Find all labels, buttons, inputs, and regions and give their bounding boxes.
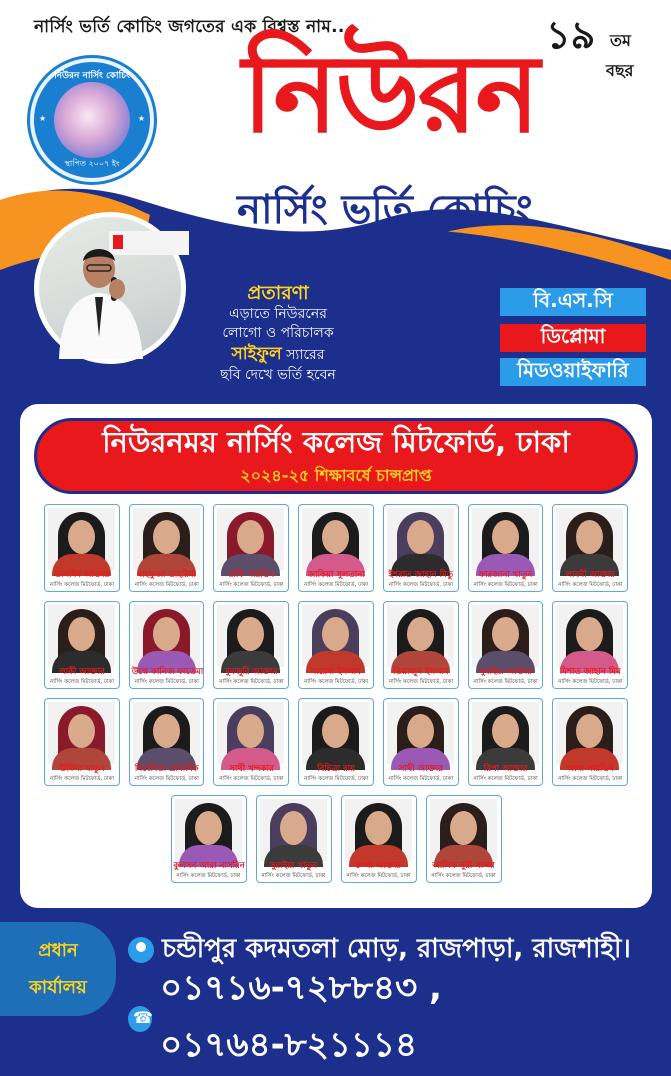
student-name: লাবনী আক্তার <box>565 570 615 580</box>
student-college: নার্সিং কলেজ মিটফোর্ড, ঢাকা <box>388 776 453 782</box>
student-card <box>552 504 628 592</box>
student-card <box>552 601 628 689</box>
student-photo <box>302 605 369 667</box>
student-photo <box>48 508 115 570</box>
head-office-badge <box>0 922 116 1016</box>
student-card <box>298 504 374 592</box>
student-college: নার্সিং কলেজ মিটফোর্ড, ঢাকা <box>558 776 623 782</box>
student-college: নার্সিং কলেজ মিটফোর্ড, ঢাকা <box>304 582 369 588</box>
student-card <box>129 698 205 786</box>
student-photo <box>48 605 115 667</box>
student-card <box>171 795 247 883</box>
student-college: নার্সিং কলেজ মিটফোর্ড, ঢাকা <box>558 679 623 685</box>
student-college: নার্সিং কলেজ মিটফোর্ড, ঢাকা <box>49 582 115 588</box>
course-bsc: বি.এস.সি <box>500 288 646 316</box>
student-name: উম্মে কানিজ ফাতেমা <box>131 667 204 677</box>
student-name: মুনজুরি আক্তার <box>225 667 278 677</box>
years-unit: তম <box>610 31 631 50</box>
college-session: ২০২৪-২৫ শিক্ষাবর্ষে চান্সপ্রাপ্ত <box>240 465 432 485</box>
office-label-2: কার্যালয় <box>29 977 87 998</box>
student-row <box>44 698 628 786</box>
notice-line-2: লোগো ও পরিচালক <box>222 324 334 341</box>
student-name: আলিফ নুরী সাজ্জা <box>432 861 495 871</box>
student-college: নার্সিং কলেজ মিটফোর্ড, ঢাকা <box>49 776 115 782</box>
student-name: উর্মিলা খাতুন <box>59 764 105 774</box>
student-name: কুলসন আরা নাসরিন <box>173 861 245 871</box>
student-photo <box>472 508 539 570</box>
student-card <box>44 504 120 592</box>
student-card <box>129 601 205 689</box>
student-name: সুরাইয়া খাতুন <box>269 861 318 871</box>
student-name: নিবেদিতা প্রামানিক <box>134 764 199 774</box>
student-photo <box>345 799 412 861</box>
student-card <box>426 795 502 883</box>
student-name: মিশাত জাহান মিম <box>559 667 621 677</box>
student-card <box>298 698 374 786</box>
years-number: ১৯ <box>546 13 596 57</box>
logo-established: স্থাপিত ২০০৭ ইং <box>64 159 120 168</box>
student-college: নার্সিং কলেজ মিটফোর্ড, ঢাকা <box>473 582 538 588</box>
student-photo <box>387 702 454 764</box>
student-card <box>468 504 544 592</box>
student-college: নার্সিং কলেজ মিটফোর্ড, ঢাকা <box>304 776 369 782</box>
student-college: নার্সিং কলেজ মিটফোর্ড, ঢাকা <box>176 873 241 879</box>
student-name: সাথী আক্তার <box>398 764 444 774</box>
student-grid <box>44 504 628 892</box>
student-photo <box>260 799 327 861</box>
student-college: নার্সিং কলেজ মিটফোর্ড, ঢাকা <box>346 873 411 879</box>
student-college: নার্সিং কলেজ মিটফোর্ড, ঢাকা <box>219 582 284 588</box>
student-name: মাহফুজা তাহরিমা <box>137 570 196 580</box>
student-name: জাকিয়া সুলতানা <box>307 570 365 580</box>
logo-stars: ★ ★ <box>39 114 145 123</box>
student-college: নার্সিং কলেজ মিটফোর্ড, ঢাকা <box>219 679 284 685</box>
fraud-notice <box>180 282 376 384</box>
student-college: নার্সিং কলেজ মিটফোর্ড, ঢাকা <box>558 582 623 588</box>
phone-line <box>128 962 671 1076</box>
director-photo <box>34 212 186 364</box>
student-name: রাফি পারভিন <box>228 570 275 580</box>
student-college: নার্সিং কলেজ মিটফোর্ড, ঢাকা <box>473 679 538 685</box>
notice-title: প্রতারণা <box>247 282 309 304</box>
student-name: সাথী খন্দকার <box>229 764 274 774</box>
student-photo <box>387 605 454 667</box>
location-pin-icon <box>128 937 154 963</box>
brand-logo <box>30 58 154 182</box>
student-name: লাকী আক্তার <box>59 667 105 677</box>
student-photo <box>217 702 284 764</box>
phone-icon <box>128 1006 152 1032</box>
logo-arc-text: নিউরন নার্সিং কোচিং <box>54 71 130 81</box>
tagline: নার্সিং ভর্তি কোচিং জগতের এক বিশ্বস্ত নাম.... <box>34 17 359 37</box>
student-card <box>256 795 332 883</box>
brand-title: নিউরন <box>242 31 538 157</box>
student-college: নার্সিং কলেজ মিটফোর্ড, ঢাকা <box>219 776 284 782</box>
college-banner <box>34 418 638 494</box>
notice-line-3 <box>180 343 376 366</box>
student-card <box>468 601 544 689</box>
student-name: আশা পারভিন <box>566 764 614 774</box>
course-diploma: ডিপ্লোমা <box>500 324 646 352</box>
years-word: বছর <box>606 61 634 80</box>
student-name: ইশরাত জাহান মিতু <box>388 570 454 580</box>
student-college: নার্সিং কলেজ মিটফোর্ড, ঢাকা <box>261 873 326 879</box>
student-card <box>129 504 205 592</box>
student-college: নার্সিং কলেজ মিটফোর্ড, ঢাকা <box>134 776 199 782</box>
address-text: চন্ডীপুর কদমতলা মোড়, রাজপাড়া, রাজশাহী। <box>162 934 631 964</box>
student-photo <box>133 508 200 570</box>
student-card <box>213 601 289 689</box>
student-card <box>213 698 289 786</box>
student-college: নার্সিং কলেজ মিটফোর্ড, ঢাকা <box>49 679 115 685</box>
student-photo <box>302 508 369 570</box>
student-card <box>552 698 628 786</box>
student-card <box>44 698 120 786</box>
student-name: সুমাইয়া আক্তার <box>479 667 533 677</box>
student-photo <box>387 508 454 570</box>
college-name: নিউরনময় নার্সিং কলেজ মিটফোর্ড, ঢাকা <box>102 425 570 459</box>
student-college: নার্সিং কলেজ মিটফোর্ড, ঢাকা <box>134 582 199 588</box>
student-college: নার্সিং কলেজ মিটফোর্ড, ঢাকা <box>473 776 538 782</box>
student-photo <box>48 702 115 764</box>
student-photo <box>556 605 623 667</box>
student-row <box>44 601 628 689</box>
student-card <box>341 795 417 883</box>
student-card <box>383 504 459 592</box>
director-figure <box>39 217 181 359</box>
student-photo <box>133 605 200 667</box>
student-photo <box>133 702 200 764</box>
student-card <box>298 601 374 689</box>
phone-text: ০১৭১৬-৭২৮৮৪৩ , ০১৭৬৪-৮২১১১৪ <box>160 968 442 1065</box>
notice-line-4: ছবি দেখে ভর্তি হবেন <box>220 366 336 383</box>
student-card <box>468 698 544 786</box>
brand-subtitle: নার্সিং ভর্তি কোচিং <box>237 187 533 233</box>
student-photo <box>302 702 369 764</box>
student-row <box>44 504 628 592</box>
student-name: রিপা আক্তার <box>483 764 528 774</box>
student-photo <box>556 702 623 764</box>
student-photo <box>217 508 284 570</box>
student-photo <box>472 702 539 764</box>
student-name: ফারজানা খাতুন <box>478 570 533 580</box>
notice-line-1: এড়াতে নিউরনের <box>229 305 327 322</box>
director-suffix: স্যারের <box>286 346 325 363</box>
student-photo <box>430 799 497 861</box>
student-card <box>383 698 459 786</box>
student-college: নার্সিং কলেজ মিটফোর্ড, ঢাকা <box>388 679 453 685</box>
director-name: সাইফুল <box>231 343 282 364</box>
course-midwifery: মিডওয়াইফারি <box>500 358 646 386</box>
office-label-1: প্রধান <box>38 940 78 961</box>
student-photo <box>175 799 242 861</box>
student-name: চম্পা আক্তার <box>355 861 402 871</box>
student-college: নার্সিং কলেজ মিটফোর্ড, ঢাকা <box>304 679 369 685</box>
student-card <box>213 504 289 592</box>
student-name: তাসমিম আক্তার <box>54 570 110 580</box>
student-card <box>44 601 120 689</box>
student-card <box>383 601 459 689</box>
student-row <box>44 795 628 883</box>
student-name: মায়েদা ইসলাম <box>311 667 361 677</box>
student-photo <box>472 605 539 667</box>
student-photo <box>556 508 623 570</box>
student-name: বিচিত্রা রায় <box>317 764 356 774</box>
student-college: নার্সিং কলেজ মিটফোর্ড, ঢাকা <box>134 679 199 685</box>
student-name: তিয়াজুন ইসলাম <box>393 667 449 677</box>
student-college: নার্সিং কলেজ মিটফোর্ড, ঢাকা <box>388 582 453 588</box>
student-photo <box>217 605 284 667</box>
student-college: নার্সিং কলেজ মিটফোর্ড, ঢাকা <box>431 873 496 879</box>
